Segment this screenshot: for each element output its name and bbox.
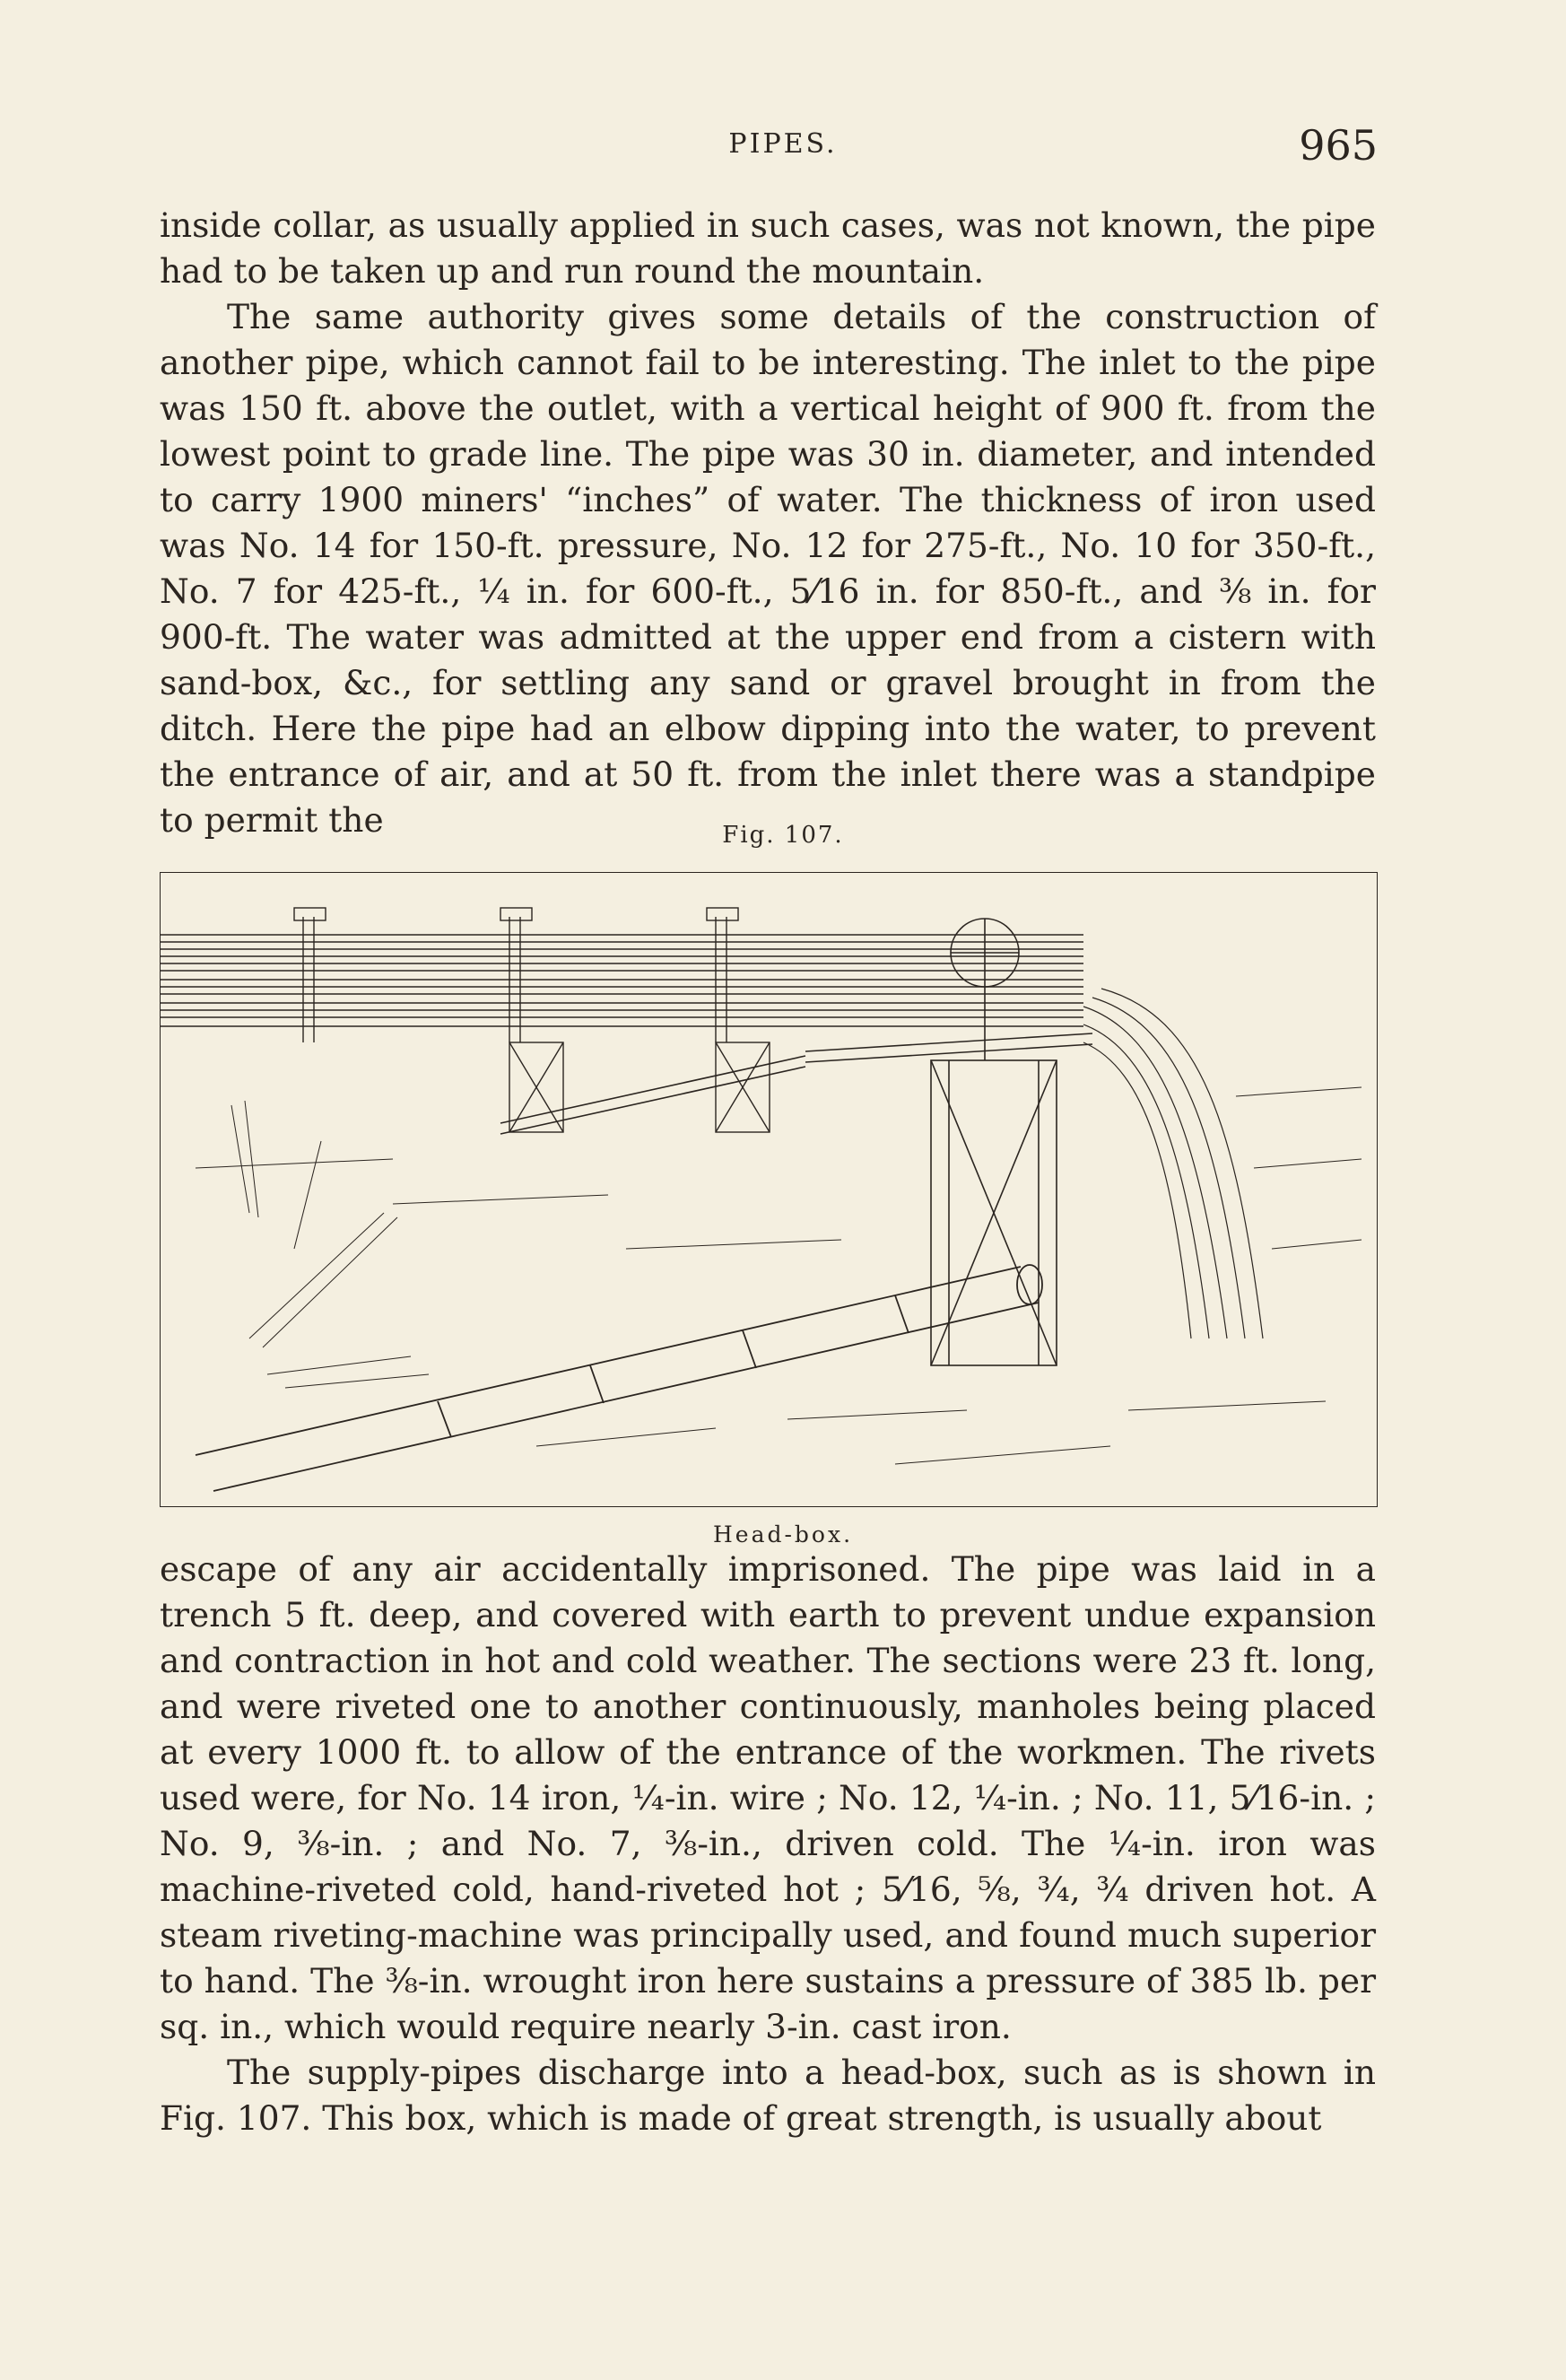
page-number: 965 bbox=[1299, 121, 1378, 170]
figure-border bbox=[160, 872, 1378, 1507]
riveted-supply-pipe bbox=[196, 1265, 1042, 1491]
trestle-supports bbox=[509, 1042, 770, 1132]
water-outflow bbox=[1083, 989, 1263, 1338]
running-title: PIPES. bbox=[728, 128, 838, 160]
head-box-illustration bbox=[160, 872, 1378, 1507]
paragraph-pipe-details: escape of any air accidentally imprisoned. The pipe was laid in a trench 5 ft. deep, and covered with earth to prevent undue expansion and contraction in hot and cold weather. The sections were 23 ft. long, and were riveted one to another continuously, manholes being placed at every 1000 ft. to allow of the entrance of the workmen. The rivets used were, for No. 14 iron, ¼-in. wire ; No. 12, ¼-in. ; No. 11, 5⁄16-in. ; No. 9, ⅜-in. ; and No. 7, ⅜-in., driven cold. The ¼-in. iron was machine-riveted cold, hand-riveted hot ; 5⁄16, ⅝, ¾, ¾ driven hot. A steam riveting-machine was principally used, and found much superior to hand. The ⅜-in. wrought iron here sustains a pressure of 385 lb. per sq. in., which would require nearly 3-in. cast iron. bbox=[160, 1549, 1376, 2046]
paragraph-continuation: inside collar, as usually applied in such cases, was not known, the pipe had to be taken up and run round the mountain. bbox=[160, 205, 1376, 291]
running-head bbox=[0, 121, 1566, 175]
figure-label: Fig. 107. bbox=[722, 822, 844, 849]
text-before-figure bbox=[160, 203, 1376, 843]
figure-caption: Head-box. bbox=[712, 1521, 854, 1547]
paragraph-head-box: The supply-pipes discharge into a head-box, such as is shown in Fig. 107. This box, which is made of great strength, is usually about bbox=[160, 2053, 1376, 2138]
paragraph-second-pipe: The same authority gives some details of the construction of another pipe, which cannot fail to be interesting. The inlet to the pipe was 150 ft. above the outlet, with a vertical height of 900 ft. from the lowest point to grade line. The pipe was 30 in. diameter, and intended to carry 1900 miners' “inches” of water. The thickness of iron used was No. 14 for 150-ft. pressure, No. 12 for 275-ft., No. 10 for 350-ft., No. 7 for 425-ft., ¼ in. for 600-ft., 5⁄16 in. for 850-ft., and ⅜ in. for 900-ft. The water was admitted at the upper end from a cistern with sand-box, &c., for settling any sand or gravel brought in from the ditch. Here the pipe had an elbow dipping into the water, to prevent the entrance of air, and at 50 ft. from the inlet there was a standpipe to permit the bbox=[160, 297, 1376, 840]
flume-planks bbox=[160, 908, 1083, 1042]
head-box-structure bbox=[500, 919, 1092, 1365]
text-after-figure bbox=[160, 1547, 1376, 2141]
ground-hatching bbox=[196, 1087, 1362, 1464]
